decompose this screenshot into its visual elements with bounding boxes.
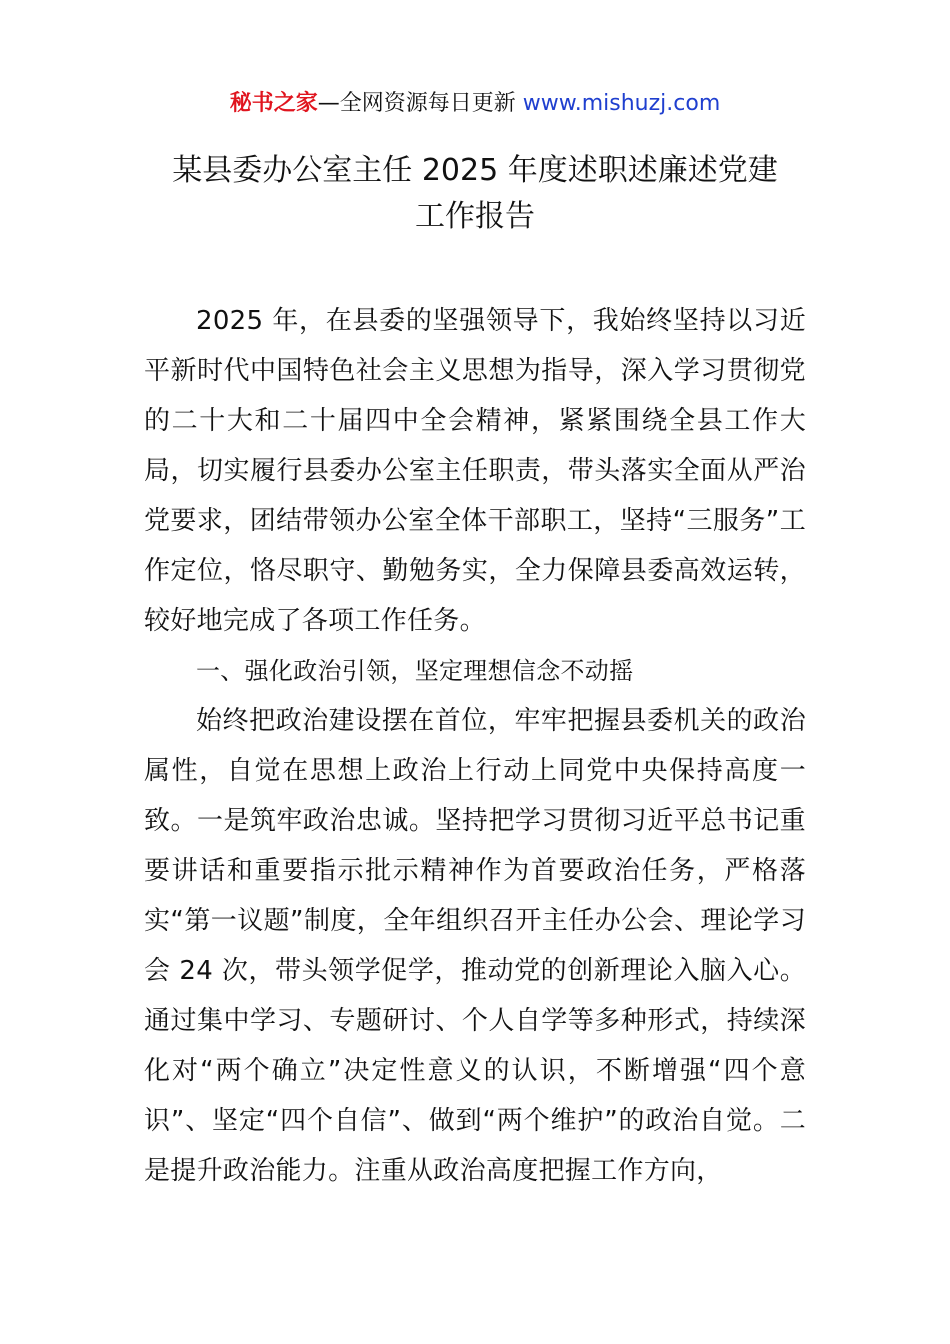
site-url[interactable]: www.mishuzj.com	[522, 91, 721, 116]
title-line-1: 某县委办公室主任 2025 年度述职述廉述党建	[172, 153, 778, 188]
document-body	[144, 296, 806, 1196]
section-heading: 一、强化政治引领，坚定理想信念不动摇	[196, 657, 634, 685]
header-slogan: —全网资源每日更新	[317, 91, 523, 116]
site-header	[0, 88, 950, 120]
title-line-2: 工作报告	[415, 199, 535, 234]
paragraph-intro: 2025 年，在县委的坚强领导下，我始终坚持以习近平新时代中国特色社会主义思想为指导，深入学习贯彻党的二十大和二十届四中全会精神，紧紧围绕全县工作大局，切实履行县委办公室主任职责，带头落实全面从严治党要求，团结带领办公室全体干部职工，坚持“三服务”工作定位，恪尽职守、勤勉务实，全力保障县委高效运转，较好地完成了各项工作任务。	[144, 306, 806, 636]
paragraph-section-1: 始终把政治建设摆在首位，牢牢把握县委机关的政治属性，自觉在思想上政治上行动上同党中央保持高度一致。一是筑牢政治忠诚。坚持把学习贯彻习近平总书记重要讲话和重要指示批示精神作为首要政治任务，严格落实“第一议题”制度，全年组织召开主任办公会、理论学习会 24 次，带头领学促学，推动党的创新理论入脑入心。通过集中学习、专题研讨、个人自学等多种形式，持续深化对“两个确立”决定性意义的认识，不断增强“四个意识”、坚定“四个自信”、做到“两个维护”的政治自觉。二是提升政治能力。注重从政治高度把握工作方向，	[144, 706, 806, 1186]
brand-name: 秘书之家	[229, 91, 318, 116]
document-title	[120, 148, 830, 240]
